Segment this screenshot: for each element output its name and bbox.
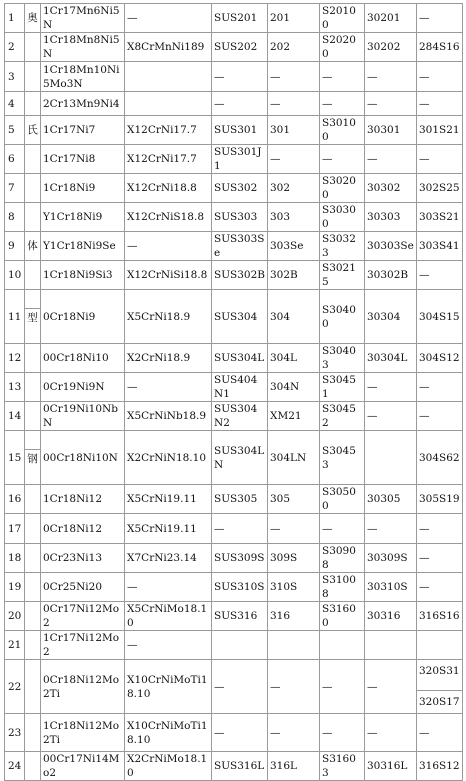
de-grade-cell	[125, 62, 212, 92]
row-number-cell: 7	[5, 174, 25, 203]
table-body	[5, 4, 463, 781]
table-row	[5, 290, 463, 344]
row-number-cell: 17	[5, 514, 25, 544]
aisi-grade-cell: 303	[268, 203, 320, 232]
cn-grade-cell: 1Cr17Ni12Mo2	[41, 631, 125, 660]
bs-grade-cell: —	[417, 62, 463, 92]
ns-grade-cell: 30301	[365, 116, 417, 145]
table-row	[5, 431, 463, 485]
aisi-grade-cell: —	[268, 514, 320, 544]
jis-grade-cell: SUS310S	[212, 573, 268, 602]
de-grade-cell: X5CrNiNb18.9	[125, 402, 212, 431]
uns-grade-cell: S30100	[320, 116, 365, 145]
row-number-cell: 18	[5, 544, 25, 573]
bs-grade-cell: —	[417, 402, 463, 431]
row-number-cell: 2	[5, 33, 25, 62]
aisi-grade-cell: 304	[268, 290, 320, 344]
uns-grade-cell: S30453	[320, 431, 365, 485]
cn-grade-cell: Y1Cr18Ni9Se	[41, 232, 125, 261]
row-number-cell: 4	[5, 92, 25, 116]
table-row	[5, 116, 463, 145]
ns-grade-cell: 30202	[365, 33, 417, 62]
ns-grade-cell: 30302	[365, 174, 417, 203]
jis-grade-cell: SUS305	[212, 485, 268, 514]
table-row	[5, 232, 463, 261]
jis-grade-cell: SUS202	[212, 33, 268, 62]
ns-grade-cell: 30201	[365, 4, 417, 33]
uns-grade-cell: S30323	[320, 232, 365, 261]
bs-grade-cell: 304S62	[417, 431, 463, 485]
de-grade-cell: X5CrNiMo18.10	[125, 602, 212, 631]
table-row	[5, 631, 463, 660]
steel-class-cell	[25, 145, 41, 174]
aisi-grade-cell: —	[268, 714, 320, 752]
cn-grade-cell: 0Cr18Ni9	[41, 290, 125, 344]
bs-grade-cell: —	[417, 544, 463, 573]
aisi-grade-cell: —	[268, 145, 320, 174]
uns-grade-cell: —	[320, 92, 365, 116]
cn-grade-cell: 0Cr23Ni13	[41, 544, 125, 573]
table-row	[5, 344, 463, 373]
cn-grade-cell: 00Cr18Ni10N	[41, 431, 125, 485]
ns-grade-cell: —	[365, 92, 417, 116]
aisi-grade-cell: 202	[268, 33, 320, 62]
uns-grade-cell: S30300	[320, 203, 365, 232]
cn-grade-cell: 1Cr17Ni7	[41, 116, 125, 145]
cn-grade-cell: 0Cr18Ni12	[41, 514, 125, 544]
steel-class-cell	[25, 544, 41, 573]
aisi-grade-cell: 302B	[268, 261, 320, 290]
uns-grade-cell: S30200	[320, 174, 365, 203]
row-number-cell: 16	[5, 485, 25, 514]
aisi-grade-cell: 304N	[268, 373, 320, 402]
table-row	[5, 573, 463, 602]
uns-grade-cell: S30908	[320, 544, 365, 573]
jis-grade-cell: SUS316L	[212, 752, 268, 781]
bs-grade-cell: 302S25	[417, 174, 463, 203]
uns-grade-cell: S30403	[320, 344, 365, 373]
row-number-cell: 6	[5, 145, 25, 174]
jis-grade-cell	[212, 631, 268, 660]
table-row	[5, 402, 463, 431]
de-grade-cell: X2CrNiN18.10	[125, 431, 212, 485]
aisi-grade-cell: —	[268, 92, 320, 116]
aisi-grade-cell: 303Se	[268, 232, 320, 261]
de-grade-cell: X5CrNi19.11	[125, 485, 212, 514]
uns-grade-cell: —	[320, 145, 365, 174]
uns-grade-cell: S20200	[320, 33, 365, 62]
steel-class-cell	[25, 261, 41, 290]
steel-class-char: 奥	[27, 12, 38, 24]
cn-grade-cell: 1Cr18Ni12Mo2Ti	[41, 714, 125, 752]
aisi-grade-cell: 316	[268, 602, 320, 631]
ns-grade-cell: —	[365, 373, 417, 402]
steel-class-cell	[25, 203, 41, 232]
cn-grade-cell: 0Cr17Ni12Mo2	[41, 602, 125, 631]
bs-grade-cell: 316S12	[417, 752, 463, 781]
steel-class-cell	[25, 631, 41, 660]
jis-grade-cell: SUS304L	[212, 344, 268, 373]
cn-grade-cell: 1Cr17Mn6Ni5N	[41, 4, 125, 33]
ns-grade-cell	[365, 431, 417, 485]
steel-grade-comparison-document	[4, 3, 462, 781]
bs-grade-cell: 304S15	[417, 290, 463, 344]
steel-class-cell	[25, 660, 41, 714]
steel-class-cell	[25, 373, 41, 402]
uns-grade-cell: S31008	[320, 573, 365, 602]
jis-grade-cell: SUS303	[212, 203, 268, 232]
de-grade-cell: X10CrNiMoTi18.10	[125, 714, 212, 752]
bs-grade-cell: 284S16	[417, 33, 463, 62]
row-number-cell: 14	[5, 402, 25, 431]
steel-class-char: 氏	[27, 124, 38, 136]
uns-grade-cell: —	[320, 660, 365, 714]
table-row	[5, 174, 463, 203]
de-grade-cell: —	[125, 631, 212, 660]
uns-grade-cell	[320, 631, 365, 660]
cn-grade-cell: 0Cr25Ni20	[41, 573, 125, 602]
row-number-cell: 23	[5, 714, 25, 752]
ns-grade-cell: 30303Se	[365, 232, 417, 261]
bs-grade-cell: 316S16	[417, 602, 463, 631]
bs-grade-primary: 320S31	[417, 660, 462, 691]
cn-grade-cell: 00Cr17Ni14Mo2	[41, 752, 125, 781]
ns-grade-cell: 30304	[365, 290, 417, 344]
jis-grade-cell: SUS316	[212, 602, 268, 631]
steel-class-cell	[25, 602, 41, 631]
table-row	[5, 4, 463, 33]
steel-class-cell	[25, 232, 41, 261]
table-row	[5, 145, 463, 174]
steel-class-upper	[25, 290, 40, 308]
aisi-grade-cell: 305	[268, 485, 320, 514]
aisi-grade-cell: 304LN	[268, 431, 320, 485]
steel-class-cell	[25, 174, 41, 203]
row-number-cell: 12	[5, 344, 25, 373]
cn-grade-cell: 1Cr18Mn8Ni5N	[41, 33, 125, 62]
de-grade-cell: —	[125, 232, 212, 261]
ns-grade-cell: 30304L	[365, 344, 417, 373]
row-number-cell: 20	[5, 602, 25, 631]
aisi-grade-cell: —	[268, 62, 320, 92]
uns-grade-cell: S30500	[320, 485, 365, 514]
jis-grade-cell: —	[212, 92, 268, 116]
uns-grade-cell: —	[320, 62, 365, 92]
table-row	[5, 62, 463, 92]
cn-grade-cell: 1Cr18Ni12	[41, 485, 125, 514]
jis-grade-cell: SUS304N2	[212, 402, 268, 431]
ns-grade-cell: 30305	[365, 485, 417, 514]
ns-grade-cell	[365, 631, 417, 660]
steel-class-char: 体	[27, 240, 38, 252]
cn-grade-cell: 1Cr18Ni9Si3	[41, 261, 125, 290]
jis-grade-cell: —	[212, 714, 268, 752]
de-grade-cell	[125, 92, 212, 116]
uns-grade-cell: S31600	[320, 602, 365, 631]
steel-class-char: 型	[25, 308, 40, 343]
ns-grade-cell: 30309S	[365, 544, 417, 573]
jis-grade-cell: SUS301J1	[212, 145, 268, 174]
aisi-grade-cell: 301	[268, 116, 320, 145]
bs-grade-cell: —	[417, 573, 463, 602]
jis-grade-cell: SUS303Se	[212, 232, 268, 261]
steel-class-cell	[25, 514, 41, 544]
jis-grade-cell: SUS404N1	[212, 373, 268, 402]
ns-grade-cell: —	[365, 62, 417, 92]
bs-grade-secondary: 320S17	[419, 696, 460, 708]
aisi-grade-cell	[268, 631, 320, 660]
uns-grade-cell: —	[320, 514, 365, 544]
row-number-cell: 11	[5, 290, 25, 344]
bs-grade-cell: —	[417, 4, 463, 33]
uns-grade-cell: S20100	[320, 4, 365, 33]
row-number-cell: 24	[5, 752, 25, 781]
uns-grade-cell: —	[320, 714, 365, 752]
uns-grade-cell: S30451	[320, 373, 365, 402]
steel-class-upper	[25, 431, 40, 449]
uns-grade-cell: S30452	[320, 402, 365, 431]
row-number-cell: 3	[5, 62, 25, 92]
aisi-grade-cell: 201	[268, 4, 320, 33]
ns-grade-cell: 30316	[365, 602, 417, 631]
row-number-cell: 22	[5, 660, 25, 714]
de-grade-cell: X5CrNi18.9	[125, 290, 212, 344]
cn-grade-cell: 00Cr18Ni10	[41, 344, 125, 373]
steel-class-cell	[25, 344, 41, 373]
steel-class-cell	[25, 116, 41, 145]
table-row	[5, 660, 463, 714]
aisi-grade-cell: 302	[268, 174, 320, 203]
steel-class-cell	[25, 92, 41, 116]
aisi-grade-cell: XM21	[268, 402, 320, 431]
bs-grade-cell: 305S19	[417, 485, 463, 514]
bs-grade-cell: —	[417, 514, 463, 544]
bs-grade-cell: 303S21	[417, 203, 463, 232]
de-grade-cell: —	[125, 373, 212, 402]
de-grade-cell: X5CrNi19.11	[125, 514, 212, 544]
de-grade-cell: X12CrNiS18.8	[125, 203, 212, 232]
de-grade-cell: X10CrNiMoTi18.10	[125, 660, 212, 714]
jis-grade-cell: —	[212, 660, 268, 714]
jis-grade-cell: SUS201	[212, 4, 268, 33]
cn-grade-cell: 0Cr18Ni12Mo2Ti	[41, 660, 125, 714]
table-row	[5, 602, 463, 631]
steel-class-cell	[25, 752, 41, 781]
de-grade-cell: X12CrNi18.8	[125, 174, 212, 203]
cn-grade-cell: 2Cr13Mn9Ni4	[41, 92, 125, 116]
steel-class-cell	[25, 431, 41, 485]
table-row	[5, 714, 463, 752]
steel-class-cell	[25, 62, 41, 92]
cn-grade-cell: 1Cr18Mn10Ni5Mo3N	[41, 62, 125, 92]
ns-grade-cell: —	[365, 145, 417, 174]
uns-grade-cell: S30400	[320, 290, 365, 344]
de-grade-cell: X7CrNi23.14	[125, 544, 212, 573]
uns-grade-cell: S30215	[320, 261, 365, 290]
ns-grade-cell: 30316L	[365, 752, 417, 781]
jis-grade-cell: SUS304LN	[212, 431, 268, 485]
cn-grade-cell: 0Cr19Ni9N	[41, 373, 125, 402]
de-grade-cell: X2CrNiMo18.10	[125, 752, 212, 781]
bs-grade-cell: —	[417, 92, 463, 116]
bs-grade-cell: —	[417, 261, 463, 290]
de-grade-cell: X2CrNi18.9	[125, 344, 212, 373]
de-grade-cell: —	[125, 573, 212, 602]
aisi-grade-cell: 316L	[268, 752, 320, 781]
cn-grade-cell: 0Cr19Ni10NbN	[41, 402, 125, 431]
bs-grade-cell: 301S21	[417, 116, 463, 145]
cn-grade-cell: 1Cr18Ni9	[41, 174, 125, 203]
row-number-cell: 15	[5, 431, 25, 485]
ns-grade-cell: —	[365, 660, 417, 714]
steel-class-cell	[25, 4, 41, 33]
ns-grade-cell: 30303	[365, 203, 417, 232]
row-number-cell: 10	[5, 261, 25, 290]
de-grade-cell: —	[125, 4, 212, 33]
bs-grade-cell: —	[417, 714, 463, 752]
cn-grade-cell: 1Cr17Ni8	[41, 145, 125, 174]
table-row	[5, 261, 463, 290]
steel-class-cell	[25, 714, 41, 752]
de-grade-cell: X12CrNiSi18.8	[125, 261, 212, 290]
bs-grade-cell: 303S41	[417, 232, 463, 261]
jis-grade-cell: SUS309S	[212, 544, 268, 573]
row-number-cell: 9	[5, 232, 25, 261]
table-row	[5, 544, 463, 573]
ns-grade-cell: 30302B	[365, 261, 417, 290]
grade-comparison-table	[4, 3, 463, 781]
row-number-cell: 13	[5, 373, 25, 402]
jis-grade-cell: SUS302	[212, 174, 268, 203]
de-grade-cell: X12CrNi17.7	[125, 116, 212, 145]
bs-grade-cell	[417, 631, 463, 660]
steel-class-cell	[25, 290, 41, 344]
table-row	[5, 485, 463, 514]
ns-grade-cell: —	[365, 714, 417, 752]
aisi-grade-cell: 304L	[268, 344, 320, 373]
row-number-cell: 21	[5, 631, 25, 660]
bs-grade-cell	[417, 660, 463, 714]
aisi-grade-cell: 310S	[268, 573, 320, 602]
jis-grade-cell: —	[212, 514, 268, 544]
bs-grade-cell: —	[417, 145, 463, 174]
steel-class-cell	[25, 402, 41, 431]
jis-grade-cell: SUS302B	[212, 261, 268, 290]
ns-grade-cell: —	[365, 402, 417, 431]
de-grade-cell: X12CrNi17.7	[125, 145, 212, 174]
de-grade-cell: X8CrMnNi189	[125, 33, 212, 62]
ns-grade-cell: —	[365, 514, 417, 544]
uns-grade-cell: S31603	[320, 752, 365, 781]
bs-grade-cell: —	[417, 373, 463, 402]
steel-class-char: 钢	[25, 449, 40, 484]
steel-class-cell	[25, 573, 41, 602]
steel-class-cell	[25, 33, 41, 62]
table-row	[5, 514, 463, 544]
ns-grade-cell: 30310S	[365, 573, 417, 602]
table-row	[5, 373, 463, 402]
jis-grade-cell: SUS301	[212, 116, 268, 145]
table-row	[5, 203, 463, 232]
row-number-cell: 1	[5, 4, 25, 33]
jis-grade-cell: SUS304	[212, 290, 268, 344]
table-row	[5, 752, 463, 781]
aisi-grade-cell: 309S	[268, 544, 320, 573]
bs-grade-cell: 304S12	[417, 344, 463, 373]
jis-grade-cell: —	[212, 62, 268, 92]
table-row	[5, 92, 463, 116]
aisi-grade-cell: —	[268, 660, 320, 714]
table-row	[5, 33, 463, 62]
cn-grade-cell: Y1Cr18Ni9	[41, 203, 125, 232]
row-number-cell: 5	[5, 116, 25, 145]
row-number-cell: 19	[5, 573, 25, 602]
row-number-cell: 8	[5, 203, 25, 232]
steel-class-cell	[25, 485, 41, 514]
